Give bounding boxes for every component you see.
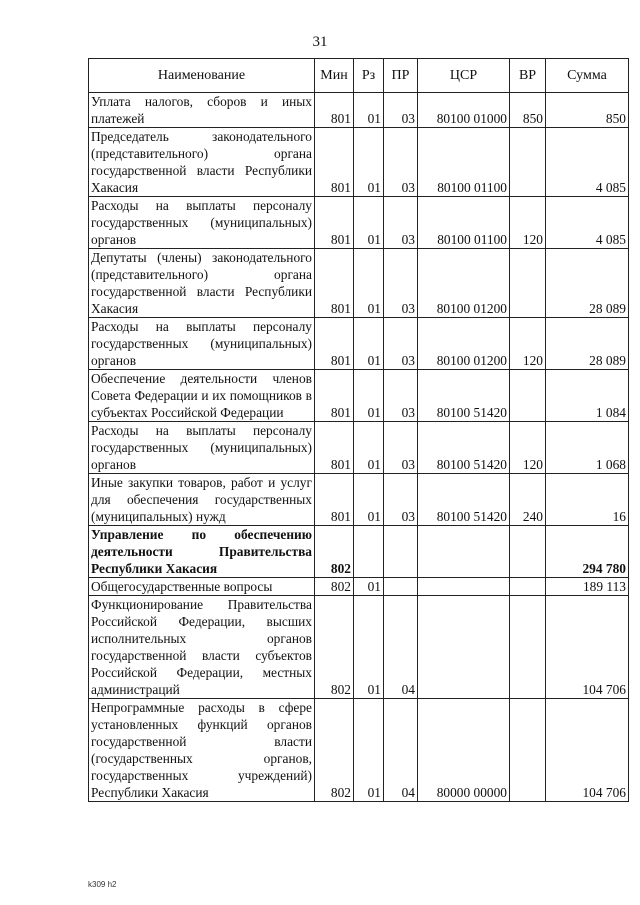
cell-pr: 03 <box>384 197 418 249</box>
cell-name: Председатель законодательного (представительного) органа государственной власти Республики Хакасия <box>89 128 315 197</box>
cell-pr: 03 <box>384 93 418 128</box>
cell-min: 802 <box>315 596 354 699</box>
page-number: 31 <box>312 34 328 50</box>
cell-min: 801 <box>315 422 354 474</box>
cell-csr: 80100 51420 <box>418 474 510 526</box>
cell-sum: 4 085 <box>546 197 629 249</box>
cell-csr: 80100 51420 <box>418 422 510 474</box>
cell-vr <box>510 128 546 197</box>
cell-name: Расходы на выплаты персоналу государственных (муниципальных) органов <box>89 197 315 249</box>
cell-name: Общегосударственные вопросы <box>89 578 315 596</box>
cell-min: 801 <box>315 197 354 249</box>
table-row <box>89 318 629 370</box>
cell-vr <box>510 578 546 596</box>
header-min: Мин <box>315 59 354 93</box>
cell-rz: 01 <box>354 422 384 474</box>
cell-name: Уплата налогов, сборов и иных платежей <box>89 93 315 128</box>
cell-min: 801 <box>315 474 354 526</box>
cell-rz: 01 <box>354 93 384 128</box>
table-row <box>89 370 629 422</box>
cell-pr: 04 <box>384 596 418 699</box>
cell-sum: 4 085 <box>546 128 629 197</box>
cell-name: Депутаты (члены) законодательного (представительного) органа государственной власти Республики Хакасия <box>89 249 315 318</box>
table-row <box>89 474 629 526</box>
cell-vr <box>510 526 546 578</box>
cell-rz: 01 <box>354 578 384 596</box>
cell-min: 801 <box>315 128 354 197</box>
cell-vr: 850 <box>510 93 546 128</box>
header-csr: ЦСР <box>418 59 510 93</box>
cell-csr <box>418 596 510 699</box>
header-sum: Сумма <box>546 59 629 93</box>
cell-pr: 03 <box>384 249 418 318</box>
cell-vr: 240 <box>510 474 546 526</box>
cell-rz: 01 <box>354 474 384 526</box>
cell-sum: 104 706 <box>546 699 629 802</box>
table-body <box>89 93 629 802</box>
cell-pr: 03 <box>384 370 418 422</box>
cell-vr: 120 <box>510 318 546 370</box>
cell-sum: 294 780 <box>546 526 629 578</box>
cell-sum: 1 084 <box>546 370 629 422</box>
cell-vr <box>510 596 546 699</box>
cell-min: 801 <box>315 93 354 128</box>
header-pr: ПР <box>384 59 418 93</box>
table-row <box>89 578 629 596</box>
cell-sum: 104 706 <box>546 596 629 699</box>
cell-csr: 80100 01100 <box>418 197 510 249</box>
table-row <box>89 249 629 318</box>
cell-min: 801 <box>315 370 354 422</box>
cell-sum: 16 <box>546 474 629 526</box>
cell-vr <box>510 699 546 802</box>
table-row <box>89 596 629 699</box>
cell-csr: 80100 01100 <box>418 128 510 197</box>
table-row <box>89 128 629 197</box>
cell-sum: 28 089 <box>546 249 629 318</box>
cell-csr: 80100 01200 <box>418 249 510 318</box>
cell-pr: 03 <box>384 422 418 474</box>
cell-min: 802 <box>315 699 354 802</box>
table-row <box>89 93 629 128</box>
cell-rz: 01 <box>354 318 384 370</box>
cell-vr: 120 <box>510 422 546 474</box>
cell-sum: 28 089 <box>546 318 629 370</box>
cell-name: Расходы на выплаты персоналу государственных (муниципальных) органов <box>89 318 315 370</box>
cell-rz: 01 <box>354 197 384 249</box>
cell-min: 802 <box>315 526 354 578</box>
footer-code: k309 h2 <box>88 880 117 889</box>
cell-min: 801 <box>315 249 354 318</box>
cell-csr: 80000 00000 <box>418 699 510 802</box>
cell-name: Функционирование Правительства Российской Федерации, высших исполнительных органов государственной власти субъектов Российской Федерации, местных администраций <box>89 596 315 699</box>
cell-name: Иные закупки товаров, работ и услуг для обеспечения государственных (муниципальных) нужд <box>89 474 315 526</box>
header-row <box>89 59 629 93</box>
cell-sum: 189 113 <box>546 578 629 596</box>
cell-csr <box>418 526 510 578</box>
cell-pr <box>384 578 418 596</box>
table-row <box>89 526 629 578</box>
table-row <box>89 422 629 474</box>
cell-name: Расходы на выплаты персоналу государственных (муниципальных) органов <box>89 422 315 474</box>
cell-rz: 01 <box>354 596 384 699</box>
cell-rz: 01 <box>354 370 384 422</box>
cell-pr: 03 <box>384 318 418 370</box>
cell-csr <box>418 578 510 596</box>
cell-vr: 120 <box>510 197 546 249</box>
cell-rz: 01 <box>354 699 384 802</box>
header-name: Наименование <box>89 59 315 93</box>
cell-csr: 80100 51420 <box>418 370 510 422</box>
cell-rz <box>354 526 384 578</box>
header-vr: ВР <box>510 59 546 93</box>
cell-vr <box>510 370 546 422</box>
cell-sum: 1 068 <box>546 422 629 474</box>
budget-table <box>88 58 629 802</box>
table-row <box>89 197 629 249</box>
cell-vr <box>510 249 546 318</box>
cell-pr: 03 <box>384 128 418 197</box>
table-row <box>89 699 629 802</box>
cell-min: 802 <box>315 578 354 596</box>
cell-pr: 03 <box>384 474 418 526</box>
header-rz: Рз <box>354 59 384 93</box>
cell-min: 801 <box>315 318 354 370</box>
cell-name: Непрограммные расходы в сфере установленных функций органов государственной власти (государственных органов, государственных учреждений) Республики Хакасия <box>89 699 315 802</box>
cell-rz: 01 <box>354 128 384 197</box>
cell-rz: 01 <box>354 249 384 318</box>
cell-pr <box>384 526 418 578</box>
cell-csr: 80100 01200 <box>418 318 510 370</box>
cell-csr: 80100 01000 <box>418 93 510 128</box>
cell-name: Управление по обеспечению деятельности Правительства Республики Хакасия <box>89 526 315 578</box>
cell-sum: 850 <box>546 93 629 128</box>
cell-pr: 04 <box>384 699 418 802</box>
cell-name: Обеспечение деятельности членов Совета Федерации и их помощников в субъектах Российской Федерации <box>89 370 315 422</box>
